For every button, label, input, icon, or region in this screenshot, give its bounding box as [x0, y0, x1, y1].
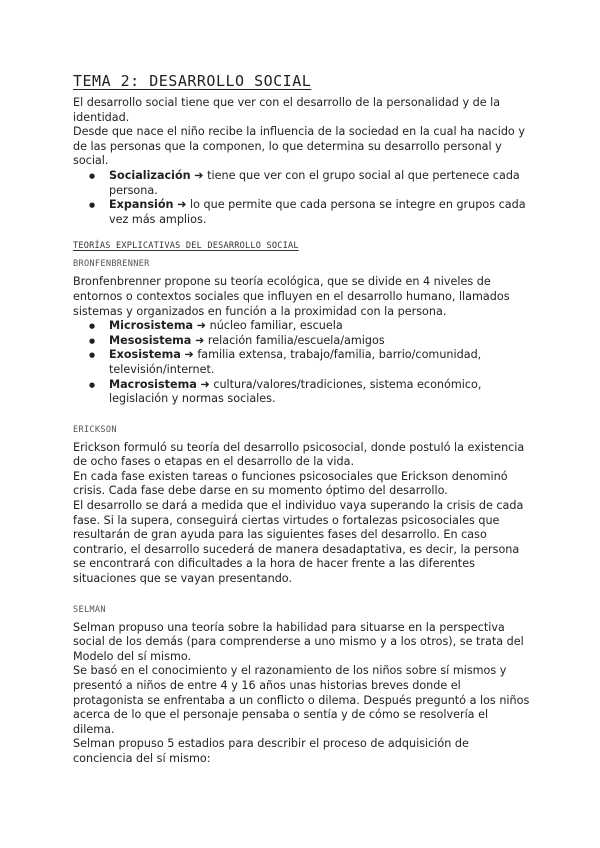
document-page — [73, 72, 531, 767]
list-item-socializacion: ● Socialización ➜ tiene que ver con el grupo social al que pertenece cada persona. — [109, 169, 531, 198]
bronfenbrenner-paragraph: Bronfenbrenner propone su teoría ecológica, que se divide en 4 niveles de entornos o contextos sociales que influyen en el desarrollo humano, llamados sistemas y organizados en función a la proximidad con la persona. — [73, 275, 510, 318]
subheading-erickson: ERICKSON — [73, 424, 117, 435]
arrow-icon: ➜ — [194, 168, 204, 182]
subheading-bronfenbrenner: BRONFENBRENNER — [73, 259, 150, 270]
selman-paragraph-1: Selman propuso una teoría sobre la habilidad para situarse en la perspectiva social de los demás (para comprenderse a uno mismo y a los otros), se trata del Modelo del sí mismo. — [73, 620, 524, 663]
intro-paragraph-2: Desde que nace el niño recibe la influencia de la sociedad en la cual ha nacido y de las personas que la componen, lo que determina su desarrollo personal y social. — [73, 125, 525, 168]
list-item-macrosistema: ● Macrosistema ➜ cultura/valores/tradiciones, sistema económico, legislación y normas sociales. — [109, 378, 531, 407]
list-item-expansion: ● Expansión ➜ lo que permite que cada persona se integre en grupos cada vez más amplios. — [109, 198, 531, 227]
selman-paragraph-3: Selman propuso 5 estadios para describir el proceso de adquisición de conciencia del sí mismo: — [73, 737, 469, 765]
erickson-paragraph-3: El desarrollo se dará a medida que el individuo vaya superando la crisis de cada fase. Si la supera, conseguirá ciertas virtudes o fortalezas psicosociales que resultarán de gran ayuda para las siguientes fases del desarrollo. En caso contrario, el desarrollo sucederá de manera desadaptativa, es decir, la persona se encontrará con dificultades a la hora de hacer frente a las diferentes situaciones que se vayan presentando. — [73, 499, 524, 586]
page-title: TEMA 2: DESARROLLO SOCIAL — [73, 72, 312, 90]
arrow-icon: ➜ — [200, 377, 210, 391]
section-heading: TEORÍAS EXPLICATIVAS DEL DESARROLLO SOCIAL — [73, 241, 299, 252]
intro-list — [73, 169, 531, 227]
arrow-icon: ➜ — [194, 333, 205, 347]
arrow-icon: ➜ — [196, 319, 207, 333]
arrow-icon: ➜ — [184, 348, 194, 362]
list-item-mesosistema: ● Mesosistema ➜ relación familia/escuela/amigos — [109, 334, 531, 349]
intro-paragraph-1: El desarrollo social tiene que ver con el desarrollo de la personalidad y de la identidad. — [73, 96, 501, 124]
selman-paragraph-2: Se basó en el conocimiento y el razonamiento de los niños sobre sí mismos y presentó a niños de entre 4 y 16 años unas historias breves donde el protagonista se enfrentaba a un conflicto o dilema. Después preguntó a los niños acerca de lo que el personaje pensaba o sentía y de cómo se resolvería el dilema. — [73, 664, 530, 736]
erickson-paragraph-2: En cada fase existen tareas o funciones psicosociales que Erickson denominó crisis. Cada fase debe darse en su momento óptimo del desarrollo. — [73, 469, 508, 498]
list-item-exosistema: ● Exosistema ➜ familia extensa, trabajo/familia, barrio/comunidad, televisión/internet. — [109, 348, 531, 377]
subheading-selman: SELMAN — [73, 604, 106, 615]
list-item-microsistema: ● Microsistema ➜ núcleo familiar, escuela — [109, 319, 531, 334]
arrow-icon: ➜ — [177, 198, 187, 212]
erickson-paragraph-1: Erickson formuló su teoría del desarrollo psicosocial, donde postuló la existencia de ocho fases o etapas en el desarrollo de la vida. — [73, 440, 525, 469]
systems-list — [73, 319, 531, 407]
